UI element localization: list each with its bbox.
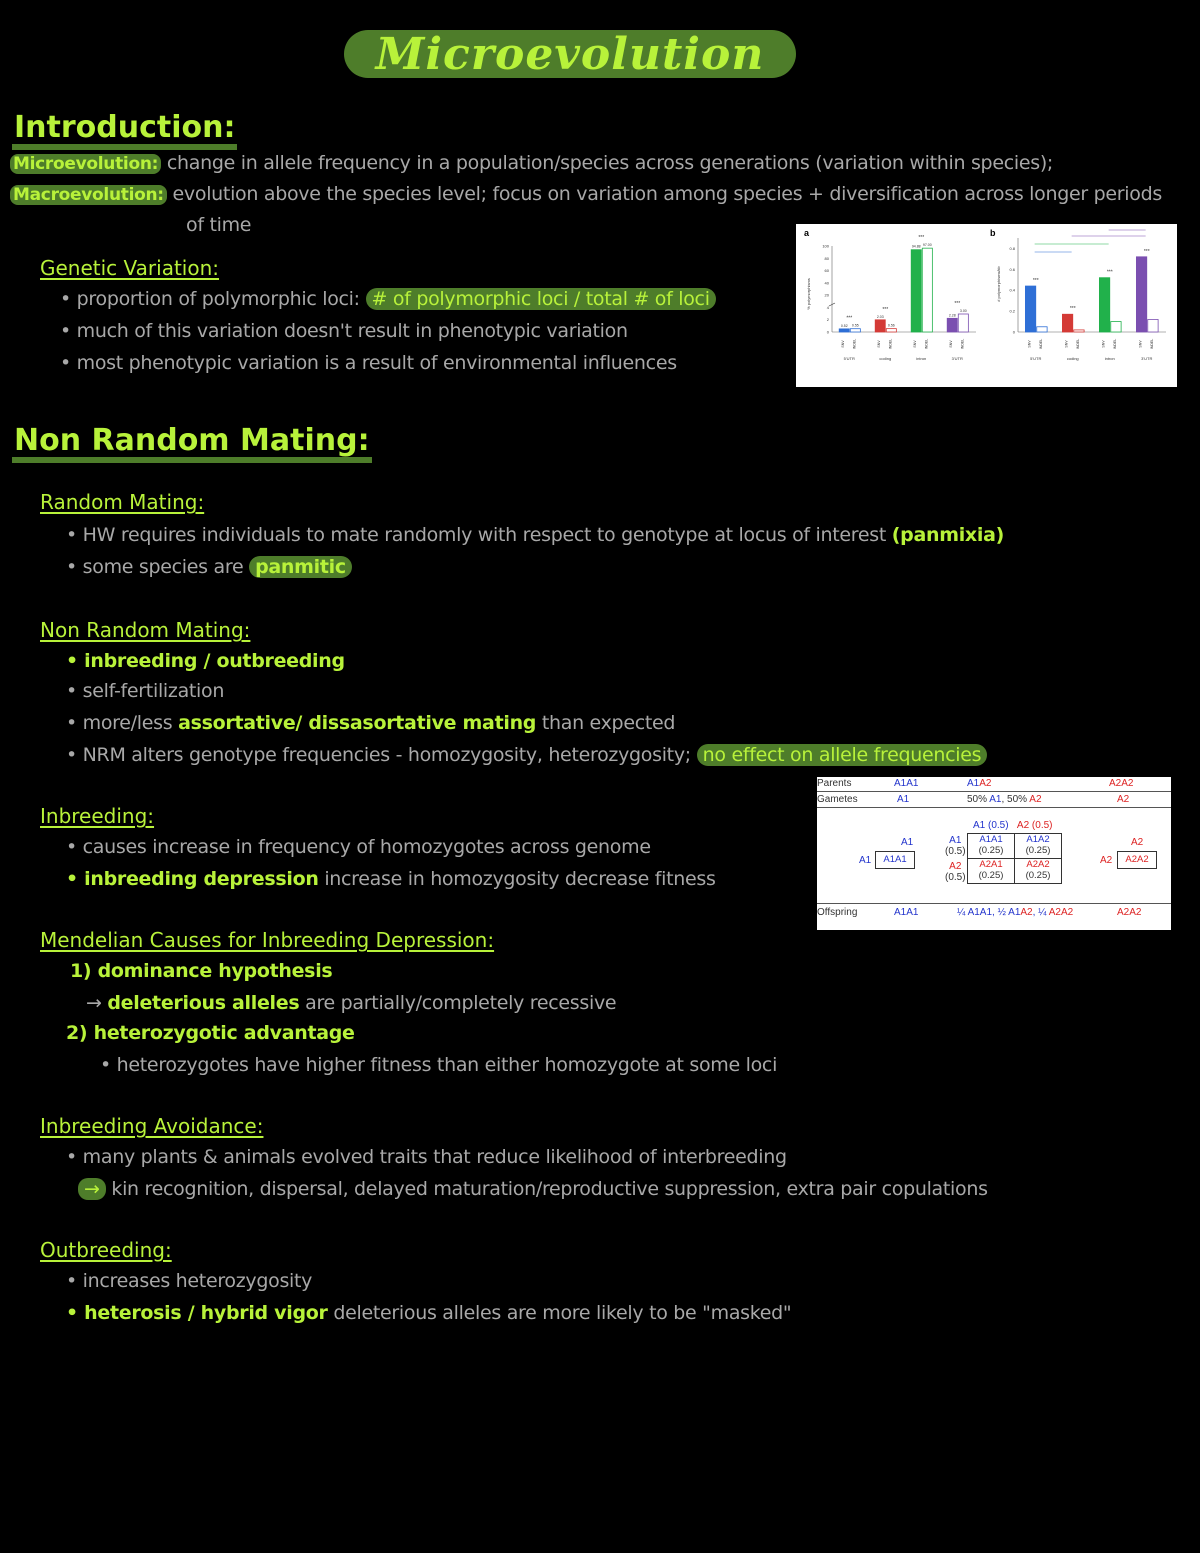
arrow-icon: → bbox=[86, 992, 102, 1014]
assortative-prefix: • more/less bbox=[66, 712, 173, 734]
parent-2-allele-b: A2 bbox=[979, 778, 992, 789]
panel-b-sig: *** bbox=[1069, 306, 1076, 313]
panel-a-bar bbox=[850, 329, 860, 332]
genetic-variation-bullet-3: • most phenotypic variation is a result of environmental influences bbox=[60, 352, 677, 374]
panel-b-bar bbox=[1062, 314, 1072, 332]
gamete-2 bbox=[967, 794, 1042, 805]
panmixia-term: (panmixia) bbox=[891, 524, 1004, 546]
panel-a-sig: *** bbox=[846, 315, 853, 322]
gamete-1: A1 bbox=[897, 794, 910, 805]
g2-cell-11-freq: (0.25) bbox=[978, 845, 1004, 856]
genetic-variation-bullet-1 bbox=[60, 288, 716, 310]
panel-a-category: 5'UTR bbox=[843, 356, 855, 361]
panel-a-sublabel: SNV bbox=[913, 340, 918, 348]
allele-freq-note: no effect on allele frequencies bbox=[697, 744, 988, 766]
dominance-detail bbox=[86, 992, 616, 1014]
g2-cell-12-freq: (0.25) bbox=[1025, 845, 1051, 856]
panel-a-bar-label: 2.28 bbox=[948, 313, 956, 318]
g2-cell-22-freq: (0.25) bbox=[1025, 870, 1051, 881]
g2-left-b bbox=[945, 861, 966, 883]
polymorphic-loci-formula: # of polymorphic loci / total # of loci bbox=[366, 288, 716, 310]
right-arrow-icon: → bbox=[78, 1178, 106, 1200]
dominance-hypothesis: 1) dominance hypothesis bbox=[70, 960, 333, 982]
gamete-3: A2 bbox=[1117, 794, 1130, 805]
nrm-bullet-selfing: • self-fertilization bbox=[66, 680, 225, 702]
heterosis-term: • heterosis / hybrid vigor bbox=[66, 1302, 328, 1324]
panel-a-bar bbox=[886, 329, 896, 332]
panel-b-bar bbox=[1037, 327, 1047, 332]
panel-b-sig: *** bbox=[1106, 269, 1113, 276]
panel-a-ytick: 20 bbox=[824, 292, 829, 298]
panel-a-bar-label: 0.56 bbox=[887, 323, 895, 328]
panel-b-sublabel: SNV bbox=[1138, 340, 1143, 348]
microevolution-term: Microevolution: bbox=[10, 154, 161, 174]
panel-a-bar-label: 0.52 bbox=[840, 323, 848, 328]
offspring-3: A2A2 bbox=[1117, 907, 1142, 918]
g2-left-a-freq: (0.5) bbox=[945, 846, 966, 857]
macroevolution-text: evolution above the species level; focus on variation among species + diversification across longer periods bbox=[172, 183, 1162, 205]
panel-a-sublabel: INDEL bbox=[888, 338, 893, 350]
g2-cell-21-geno: A2A1 bbox=[979, 859, 1003, 870]
panel-a-ytick: 0 bbox=[826, 329, 829, 335]
panel-b-sublabel: INDEL bbox=[1038, 338, 1043, 350]
polymorphism-chart bbox=[796, 224, 1177, 387]
g2-cell-21 bbox=[967, 858, 1015, 884]
panel-b-bar bbox=[1074, 330, 1084, 332]
panel-b-bar bbox=[1025, 286, 1035, 332]
panel-a-bar bbox=[958, 314, 968, 332]
panel-a-ytick: 2 bbox=[826, 317, 829, 323]
gamete-2-pct-a: 50% bbox=[967, 794, 990, 805]
heterozygotic-detail: • heterozygotes have higher fitness than either homozygote at some loci bbox=[100, 1054, 778, 1076]
offspring-2-e: A2A2 bbox=[1048, 907, 1074, 918]
panel-a-category: coding bbox=[879, 356, 892, 361]
g2-left-a bbox=[945, 835, 966, 857]
parent-2-allele-a: A1 bbox=[967, 778, 980, 789]
page-title-banner bbox=[344, 30, 796, 78]
g3-left: A2 bbox=[1100, 855, 1113, 866]
panel-a-sig: *** bbox=[882, 306, 889, 313]
inbreeding-subhead: Inbreeding: bbox=[40, 804, 155, 828]
panel-b-sig: *** bbox=[1032, 278, 1039, 285]
panel-b-ytick: 0.6 bbox=[1009, 266, 1015, 272]
g1-cell: A1A1 bbox=[875, 851, 915, 869]
g2-cell-22 bbox=[1014, 858, 1062, 884]
panel-a-category: 3'UTR bbox=[951, 356, 963, 361]
macroevolution-text-cont: of time bbox=[186, 214, 252, 236]
g2-cell-22-geno: A2A2 bbox=[1026, 859, 1050, 870]
panel-b-ytick: 0.8 bbox=[1009, 245, 1015, 251]
panel-a-ytick: 60 bbox=[824, 268, 829, 274]
panel-b-sublabel: INDEL bbox=[1075, 338, 1080, 350]
parent-2 bbox=[967, 778, 991, 789]
gamete-2-a2: A2 bbox=[1029, 794, 1042, 805]
intro-heading: Introduction: bbox=[12, 112, 237, 150]
genetic-variation-subhead: Genetic Variation: bbox=[40, 256, 220, 280]
nrm-bullet-inbreeding: • inbreeding / outbreeding bbox=[66, 650, 345, 672]
assortative-term: assortative/ dissasortative mating bbox=[178, 712, 537, 734]
deleterious-alleles-term: deleterious alleles bbox=[107, 992, 300, 1014]
panel-a-label: a bbox=[804, 228, 810, 238]
panel-a-bar-label: 94.88 bbox=[911, 244, 921, 249]
panel-b-sig: *** bbox=[1143, 248, 1150, 255]
non-random-mating-subhead: Non Random Mating: bbox=[40, 618, 251, 642]
panel-b-ylabel: # polymorphisms/kb bbox=[996, 266, 1001, 302]
genotype-freq-text: • NRM alters genotype frequencies - homozygosity, heterozygosity; bbox=[66, 744, 691, 766]
g2-top-a2: A2 (0.5) bbox=[1016, 820, 1053, 831]
nrm-bullet-assortative bbox=[66, 712, 675, 734]
gamete-2-a1: A1 bbox=[989, 794, 1002, 805]
g2-cell-11-geno: A1A1 bbox=[979, 834, 1003, 845]
panel-a-bar bbox=[947, 318, 957, 332]
offspring-row bbox=[817, 903, 1171, 918]
g2-top-a1: A1 (0.5) bbox=[973, 820, 1009, 831]
parent-1: A1A1 bbox=[894, 778, 919, 789]
dominance-detail-text: are partially/completely recessive bbox=[305, 992, 617, 1014]
polymorphism-figure bbox=[796, 224, 1177, 387]
panel-a-sublabel: SNV bbox=[841, 340, 846, 348]
offspring-2-d: , ¼ bbox=[1032, 907, 1049, 918]
microevolution-definition bbox=[10, 152, 1053, 174]
inbreeding-bullet-1: • causes increase in frequency of homozygotes across genome bbox=[66, 836, 651, 858]
gamete-2-pct-b: , 50% bbox=[1001, 794, 1030, 805]
offspring-2 bbox=[957, 907, 1073, 918]
mendelian-subhead: Mendelian Causes for Inbreeding Depression: bbox=[40, 928, 495, 952]
random-mating-bullet-2 bbox=[66, 556, 352, 578]
panel-b-bar bbox=[1099, 278, 1109, 332]
g2-cell-11 bbox=[967, 833, 1015, 859]
g1-top: A1 bbox=[901, 837, 914, 848]
heterozygotic-advantage: 2) heterozygotic advantage bbox=[66, 1022, 355, 1044]
panel-a-sublabel: SNV bbox=[877, 340, 882, 348]
g2-cell-12 bbox=[1014, 833, 1062, 859]
panel-a-sublabel: SNV bbox=[949, 340, 954, 348]
g3-top: A2 bbox=[1131, 837, 1144, 848]
g2-left-b-allele: A2 bbox=[949, 861, 962, 872]
random-mating-bullet-1 bbox=[66, 524, 1004, 546]
panel-a-sublabel: INDEL bbox=[960, 338, 965, 350]
avoidance-mechanisms: kin recognition, dispersal, delayed maturation/reproductive suppression, extra pair copulations bbox=[111, 1178, 988, 1200]
panel-b-category: 5'UTR bbox=[1030, 356, 1042, 361]
panel-a-bar-label: 97.00 bbox=[922, 243, 932, 248]
panel-b-sublabel: SNV bbox=[1101, 340, 1106, 348]
macroevolution-definition bbox=[10, 183, 1162, 205]
polymorphic-loci-label: • proportion of polymorphic loci: bbox=[60, 288, 360, 310]
genetic-variation-bullet-2: • much of this variation doesn't result in phenotypic variation bbox=[60, 320, 628, 342]
g2-left-b-freq: (0.5) bbox=[945, 872, 966, 883]
gametes-label: Gametes bbox=[817, 794, 858, 805]
panel-a-category: intron bbox=[916, 356, 927, 361]
genotype-cross-table bbox=[817, 777, 1171, 930]
panmitic-term: panmitic bbox=[249, 556, 352, 578]
inbreeding-depression-term: • inbreeding depression bbox=[66, 868, 319, 890]
panel-a-ytick: 80 bbox=[824, 255, 829, 261]
panel-a-bar-label: 3.00 bbox=[959, 309, 967, 313]
inbreeding-avoidance-subhead: Inbreeding Avoidance: bbox=[40, 1114, 264, 1138]
g2-cell-21-freq: (0.25) bbox=[978, 870, 1004, 881]
offspring-1: A1A1 bbox=[894, 907, 919, 918]
g3-cell: A2A2 bbox=[1117, 851, 1157, 869]
panel-b-bar bbox=[1111, 322, 1121, 332]
panel-a-ytick: 4 bbox=[826, 304, 829, 310]
outbreeding-bullet-1: • increases heterozygosity bbox=[66, 1270, 313, 1292]
random-mating-subhead: Random Mating: bbox=[40, 490, 205, 514]
parents-row bbox=[817, 777, 1171, 792]
outbreeding-bullet-2 bbox=[66, 1302, 791, 1324]
outbreeding-subhead: Outbreeding: bbox=[40, 1238, 172, 1262]
panel-b-sublabel: SNV bbox=[1027, 340, 1032, 348]
panel-b-label: b bbox=[990, 228, 996, 238]
panel-a-ytick: 40 bbox=[824, 280, 829, 286]
panel-b-sublabel: INDEL bbox=[1149, 338, 1154, 350]
assortative-suffix: than expected bbox=[541, 712, 676, 734]
nrm-bullet-genotype bbox=[66, 744, 987, 766]
offspring-2-c: A2 bbox=[1020, 907, 1033, 918]
panel-b-sublabel: SNV bbox=[1064, 340, 1069, 348]
g2-top bbox=[973, 820, 1053, 831]
panel-a-sublabel: INDEL bbox=[924, 338, 929, 350]
gametes-row bbox=[817, 793, 1171, 808]
panel-a-sig: *** bbox=[954, 301, 961, 307]
panel-b-bar bbox=[1148, 319, 1158, 332]
panel-b-ytick: 0.4 bbox=[1009, 287, 1015, 293]
microevolution-text: change in allele frequency in a population/species across generations (variation within species); bbox=[166, 152, 1054, 174]
parent-3: A2A2 bbox=[1109, 778, 1134, 789]
nrm-heading: Non Random Mating: bbox=[12, 425, 372, 463]
panel-a-bar-label: 0.55 bbox=[851, 323, 859, 328]
panel-a-sublabel: INDEL bbox=[852, 338, 857, 350]
page-title: Microevolution bbox=[375, 28, 765, 80]
panel-a-bar-label: 2.03 bbox=[876, 314, 884, 319]
panel-b-category: intron bbox=[1104, 356, 1115, 361]
g1-left: A1 bbox=[859, 855, 872, 866]
macroevolution-term: Macroevolution: bbox=[10, 185, 167, 205]
g2-cell-12-geno: A1A2 bbox=[1026, 834, 1050, 845]
panel-b-sublabel: INDEL bbox=[1112, 338, 1117, 350]
panel-a-ylabel: % polymorphisms bbox=[806, 278, 811, 310]
panel-b-ytick: 0 bbox=[1012, 329, 1015, 335]
panel-b-bar bbox=[1136, 257, 1146, 332]
avoidance-bullet-2 bbox=[78, 1178, 988, 1200]
panel-a-bar bbox=[875, 320, 885, 332]
panel-b-category: coding bbox=[1066, 356, 1079, 361]
inbreeding-bullet-2 bbox=[66, 868, 716, 890]
panel-a-bar bbox=[911, 250, 921, 332]
g2-left-a-allele: A1 bbox=[949, 835, 962, 846]
heterosis-text: deleterious alleles are more likely to be "masked" bbox=[333, 1302, 792, 1324]
panel-a-bar bbox=[839, 329, 849, 332]
offspring-2-a: ¼ A1A1, ½ bbox=[957, 907, 1009, 918]
panel-a-bar bbox=[922, 248, 932, 332]
panel-b-ytick: 0.2 bbox=[1009, 308, 1015, 314]
parents-label: Parents bbox=[817, 778, 852, 789]
panel-b-category: 3'UTR bbox=[1141, 356, 1153, 361]
avoidance-bullet-1: • many plants & animals evolved traits that reduce likelihood of interbreeding bbox=[66, 1146, 787, 1168]
panel-a-sig: *** bbox=[918, 235, 925, 242]
panel-a-ytick: 100 bbox=[822, 243, 829, 249]
inbreeding-depression-text: increase in homozygosity decrease fitness bbox=[324, 868, 716, 890]
offspring-label: Offspring bbox=[817, 907, 858, 918]
hw-requirement-text: • HW requires individuals to mate randomly with respect to genotype at locus of interest bbox=[66, 524, 887, 546]
offspring-2-b: A1 bbox=[1008, 907, 1021, 918]
panmitic-prefix: • some species are bbox=[66, 556, 244, 578]
